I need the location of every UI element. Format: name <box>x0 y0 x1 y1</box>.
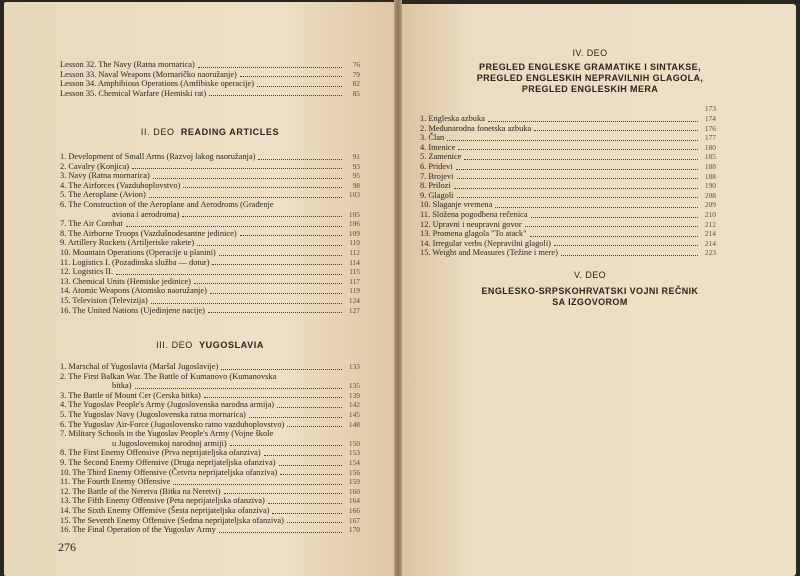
toc-entry <box>420 152 716 162</box>
toc-entry-page: 154 <box>348 457 360 467</box>
toc-entry-title: 8. The Airborne Troops (Vazdušnodesantne jedinice) <box>60 228 237 238</box>
heading-line: PREGLED ENGLESKIH MERA <box>521 84 659 94</box>
dot-leader <box>240 235 342 236</box>
toc-entry <box>420 124 716 134</box>
dot-leader <box>456 169 698 170</box>
dot-leader <box>525 226 698 227</box>
toc-entry-page: 114 <box>349 257 360 267</box>
toc-entry-page: 127 <box>348 305 360 315</box>
toc-entry <box>420 191 716 201</box>
toc-entry <box>60 525 360 535</box>
toc-entry <box>60 171 360 181</box>
toc-entry <box>60 200 360 210</box>
toc-entry-title: 9. Artillery Rockets (Artiljeriske rakete) <box>60 238 195 248</box>
toc-entry <box>60 372 360 382</box>
toc-entry-page: 124 <box>348 295 360 305</box>
toc-entry-title: Lesson 35. Chemical Warfare (Hemiski rat) <box>60 88 207 98</box>
toc-entry-continuation <box>60 381 360 391</box>
toc-entry-title-cont: bitka) <box>112 381 132 391</box>
toc-entry <box>60 487 360 497</box>
dot-leader <box>151 303 342 304</box>
part3-list <box>60 362 360 535</box>
heading-line: SA IZGOVOROM <box>552 297 628 307</box>
dot-leader <box>464 159 698 160</box>
dot-leader <box>272 513 342 514</box>
dot-leader <box>194 283 342 284</box>
toc-entry-title: 5. The Aeroplane (Avion) <box>60 190 146 200</box>
dot-leader <box>153 178 342 179</box>
dot-leader <box>183 187 342 188</box>
toc-entry-title: 3. Član <box>420 133 445 143</box>
dot-leader <box>447 140 698 141</box>
book-gutter <box>394 0 402 576</box>
toc-entry <box>60 181 360 191</box>
toc-entry-title: Lesson 33. Naval Weapons (Mornaričko naoružanje) <box>60 69 237 79</box>
dot-leader <box>279 465 342 466</box>
toc-entry <box>420 114 716 124</box>
toc-entry-page: 150 <box>348 438 360 448</box>
part4-top-page: 173 <box>704 104 716 113</box>
toc-entry-title: 4. The Yugoslav People's Army (Jugoslovenska narodna armija) <box>60 400 275 410</box>
toc-entry <box>420 143 716 153</box>
toc-entry-page: 212 <box>704 219 716 229</box>
dot-leader <box>249 417 342 418</box>
dot-leader <box>495 207 698 208</box>
part4-title <box>430 62 750 95</box>
toc-entry-page: 164 <box>348 496 360 506</box>
toc-entry-title: 6. The Construction of the Aeroplane and Aerodroms (Građenje <box>60 199 274 209</box>
toc-entry <box>60 152 360 162</box>
toc-entry-title: 12. Upravni i neupravni govor <box>420 219 522 229</box>
toc-entry <box>60 458 360 468</box>
toc-entry-title: 7. Brojevi <box>420 171 454 181</box>
toc-entry-page: 209 <box>704 200 716 210</box>
toc-entry-page: 112 <box>349 247 360 257</box>
toc-entry-title: 9. The Second Enemy Offensive (Druga neprijateljska ofanziva) <box>60 457 276 467</box>
toc-entry-title: 15. The Seventh Enemy Offensive (Sedma neprijateljska ofanziva) <box>60 515 284 525</box>
toc-entry-page: 98 <box>352 180 360 190</box>
toc-entry-page: 133 <box>348 362 360 371</box>
toc-entry <box>60 477 360 487</box>
toc-entry-page: 180 <box>704 142 716 152</box>
toc-entry <box>420 172 716 182</box>
dot-leader <box>287 522 342 523</box>
toc-entry-page: 106 <box>348 219 360 229</box>
dot-leader <box>257 86 342 87</box>
toc-entry-page: 119 <box>349 286 360 296</box>
dot-leader <box>116 274 342 275</box>
toc-entry-title: 8. The First Enemy Offensive (Prva neprijateljska ofanziva) <box>60 448 261 458</box>
toc-entry <box>60 306 360 316</box>
toc-entry <box>420 220 716 230</box>
dot-leader <box>210 293 342 294</box>
toc-entry-page: 167 <box>348 515 360 525</box>
dot-leader <box>258 159 342 160</box>
toc-entry <box>420 210 716 220</box>
toc-entry-page: 176 <box>704 123 716 133</box>
toc-entry-title: 2. The First Balkan War. The Battle of Kumanovo (Kumanovska <box>60 371 277 381</box>
toc-entry-page: 159 <box>348 477 360 487</box>
toc-entry-title: 1. Engleska azbuka <box>420 114 485 123</box>
toc-entry-page: 93 <box>352 161 360 171</box>
dot-leader <box>531 217 698 218</box>
dot-leader <box>135 388 342 389</box>
toc-entry-page: 208 <box>704 190 716 200</box>
toc-entry-page: 145 <box>348 409 360 419</box>
dot-leader <box>561 255 698 256</box>
toc-entry <box>420 248 716 258</box>
toc-entry-title: 14. Irregular verbs (Nepravilni glagoli) <box>420 238 551 248</box>
toc-entry-title: 6. The Yugoslav Air-Force (Jugoslovensko ratno vazduhoplovstvo) <box>60 419 285 429</box>
dot-leader <box>534 130 698 131</box>
toc-entry-title-cont: u Jugoslovenskoj narodnoj armiji) <box>112 438 227 448</box>
toc-entry <box>420 239 716 249</box>
dot-leader <box>208 312 342 313</box>
toc-entry-page: 160 <box>348 486 360 496</box>
lessons-list <box>60 60 360 98</box>
toc-entry <box>60 219 360 229</box>
toc-entry-title: 12. Logistics II. <box>60 267 114 277</box>
toc-entry-title-cont: aviona i aerodroma) <box>112 209 180 219</box>
toc-entry <box>420 229 716 239</box>
part4-list <box>420 114 716 258</box>
toc-entry <box>420 200 716 210</box>
toc-entry <box>420 133 716 143</box>
toc-entry <box>60 391 360 401</box>
toc-entry-title: 9. Glagoli <box>420 190 454 200</box>
toc-entry-page: 91 <box>352 152 360 161</box>
dot-leader <box>264 455 342 456</box>
toc-entry-title: 3. The Battle of Mount Cer (Cerska bitka) <box>60 390 201 400</box>
dot-leader <box>530 236 699 237</box>
toc-entry-title: 15. Television (Televizija) <box>60 295 148 305</box>
toc-entry <box>60 248 360 258</box>
dot-leader <box>488 121 698 122</box>
dot-leader <box>198 67 342 68</box>
dot-leader <box>287 426 342 427</box>
toc-entry-page: 110 <box>349 238 360 248</box>
heading-line: PREGLED ENGLESKIH NEPRAVILNIH GLAGOLA, <box>476 73 704 83</box>
toc-entry-page: 142 <box>348 400 360 410</box>
dot-leader <box>277 407 342 408</box>
toc-entry <box>60 496 360 506</box>
toc-entry <box>60 506 360 516</box>
toc-entry-page: 135 <box>348 381 360 391</box>
toc-entry-title: 4. Imenice <box>420 142 456 152</box>
toc-entry-title: 5. The Yugoslav Navy (Jugoslovenska ratna mornarica) <box>60 409 246 419</box>
dot-leader <box>204 397 342 398</box>
dot-leader <box>221 369 342 370</box>
dot-leader <box>212 264 342 265</box>
toc-entry-title: 10. Mountain Operations (Operacije u planini) <box>60 247 216 257</box>
heading-line: PREGLED ENGLESKE GRAMATIKE I SINTAKSE, <box>479 62 701 72</box>
toc-entry <box>420 181 716 191</box>
toc-entry-title: 8. Prilozi <box>420 181 451 191</box>
toc-entry <box>60 162 360 172</box>
dot-leader <box>554 245 698 246</box>
toc-entry-title: 13. Promena glagola "To atack" <box>420 229 527 239</box>
dot-leader <box>209 95 342 96</box>
toc-entry-page: 148 <box>348 419 360 429</box>
toc-entry-page: 139 <box>348 390 360 400</box>
part2-heading <box>60 127 360 137</box>
toc-entry-title: 6. Pridevi <box>420 161 453 171</box>
toc-entry-continuation <box>60 210 360 220</box>
part3-heading <box>60 340 360 350</box>
dot-leader <box>132 168 342 169</box>
dot-leader <box>457 197 699 198</box>
toc-entry-page: 115 <box>349 267 360 277</box>
toc-entry-page: 109 <box>348 228 360 238</box>
toc-entry-page: 177 <box>704 133 716 143</box>
toc-entry-page: 117 <box>349 276 360 286</box>
toc-entry-title: 15. Weight and Measures (Težine i mere) <box>420 248 558 258</box>
dot-leader <box>197 245 342 246</box>
toc-entry-page: 190 <box>704 181 716 191</box>
toc-entry <box>60 286 360 296</box>
toc-entry-page: 153 <box>348 448 360 458</box>
toc-entry-page: 174 <box>704 114 716 123</box>
toc-entry-title: 11. Složena pogodbena rečenica <box>420 209 528 219</box>
toc-entry <box>60 89 360 99</box>
toc-entry-continuation <box>60 439 360 449</box>
toc-entry <box>60 60 360 70</box>
toc-entry <box>60 190 360 200</box>
toc-entry-page: 95 <box>352 171 360 181</box>
part3-label: III. DEO <box>156 340 193 350</box>
toc-entry <box>60 410 360 420</box>
dot-leader <box>268 503 342 504</box>
toc-entry-page: 188 <box>704 161 716 171</box>
heading-line: ENGLESKO-SRPSKOHRVATSKI VOJNI REČNIK <box>481 286 699 296</box>
part4-label: IV. DEO <box>572 48 608 58</box>
toc-entry <box>60 362 360 372</box>
toc-entry <box>60 229 360 239</box>
toc-entry <box>60 448 360 458</box>
toc-entry-page: 185 <box>704 152 716 162</box>
toc-entry <box>60 277 360 287</box>
toc-entry <box>60 429 360 439</box>
toc-entry-title: Lesson 32. The Navy (Ratna mornarica) <box>60 60 195 69</box>
part3-title: YUGOSLAVIA <box>199 340 264 350</box>
toc-entry-title: 7. Military Schools in the Yugoslav People's Army (Vojne škole <box>60 429 274 439</box>
part5-label: V. DEO <box>573 270 607 280</box>
toc-entry <box>60 258 360 268</box>
toc-entry-title: 14. Atomic Weapons (Atomsko naoružanje) <box>60 286 207 296</box>
toc-entry <box>60 267 360 277</box>
toc-entry-title: 7. The Air Combat <box>60 219 123 229</box>
toc-entry-page: 210 <box>704 209 716 219</box>
dot-leader <box>457 178 699 179</box>
toc-entry-title: 3. Navy (Ratna mornarica) <box>60 171 150 181</box>
toc-entry-title: 12. The Battle of the Neretva (Bitka na Neretvi) <box>60 486 221 496</box>
toc-entry <box>60 238 360 248</box>
part2-title: READING ARTICLES <box>180 127 280 137</box>
dot-leader <box>280 474 342 475</box>
part2-label: II. DEO <box>140 127 175 137</box>
toc-entry <box>60 296 360 306</box>
toc-entry <box>60 400 360 410</box>
toc-entry-page: 188 <box>704 171 716 181</box>
toc-entry-title: 11. Logistics I. (Pozadinska služba — dotur) <box>60 257 210 267</box>
toc-entry-title: 4. The Airforces (Vazduhoplovstvo) <box>60 180 181 190</box>
dot-leader <box>454 188 698 189</box>
dot-leader <box>224 493 342 494</box>
toc-entry <box>60 516 360 526</box>
toc-entry-title: 16. The United Nations (Ujedinjene nacije) <box>60 305 205 315</box>
dot-leader <box>240 76 342 77</box>
dot-leader <box>182 216 342 217</box>
toc-entry-page: 103 <box>348 190 360 200</box>
toc-entry-page: 223 <box>704 248 716 258</box>
dot-leader <box>230 445 342 446</box>
dot-leader <box>149 197 342 198</box>
dot-leader <box>219 532 342 533</box>
toc-entry-title: 1. Development of Small Arms (Razvoj lakog naoružanja) <box>60 152 256 161</box>
toc-entry-title: 10. The Third Enemy Offensive (Četvrta neprijateljska ofanziva) <box>60 467 278 477</box>
toc-entry-title: 10. Slaganje vremena <box>420 200 493 210</box>
toc-entry <box>60 79 360 89</box>
toc-entry-page: 166 <box>348 505 360 515</box>
toc-entry-title: 13. The Fifth Enemy Offensive (Peta neprijateljska ofanziva) <box>60 496 265 506</box>
toc-entry-page: 105 <box>348 209 360 219</box>
dot-leader <box>458 149 698 150</box>
toc-entry-title: 13. Chemical Units (Hemiske jedinice) <box>60 276 191 286</box>
toc-entry-page: 214 <box>704 229 716 239</box>
toc-entry-page: 156 <box>348 467 360 477</box>
toc-entry-title: 1. Marschal of Yugoslavia (Maršal Jugoslavije) <box>60 362 219 371</box>
dot-leader <box>126 226 342 227</box>
toc-entry <box>60 70 360 80</box>
toc-entry-title: 5. Zamenice <box>420 152 462 162</box>
toc-entry-title: 14. The Sixth Enemy Offensive (Šesta neprijateljska ofanziva) <box>60 505 270 515</box>
toc-entry-title: 2. Cavalry (Konjica) <box>60 161 130 171</box>
dot-leader <box>173 484 342 485</box>
toc-entry-title: 16. The Final Operation of the Yugoslav Army <box>60 525 216 535</box>
toc-entry-page: 82 <box>352 79 360 89</box>
toc-entry-page: 76 <box>352 60 360 69</box>
toc-entry <box>60 420 360 430</box>
toc-entry-page: 85 <box>352 88 360 98</box>
part2-list <box>60 152 360 315</box>
toc-entry-page: 214 <box>704 238 716 248</box>
toc-entry <box>60 468 360 478</box>
toc-entry-title: 11. The Fourth Enemy Offensive <box>60 477 171 487</box>
part5-title <box>430 286 750 308</box>
toc-entry-title: Lesson 34. Amphibious Operations (Amfibiske operacije) <box>60 79 254 89</box>
dot-leader <box>219 255 342 256</box>
toc-entry <box>420 162 716 172</box>
toc-entry-page: 170 <box>348 525 360 535</box>
toc-entry-page: 79 <box>352 69 360 79</box>
page-number: 276 <box>58 540 76 554</box>
toc-entry-title: 2. Međunarodna fonetska azbuka <box>420 123 532 133</box>
